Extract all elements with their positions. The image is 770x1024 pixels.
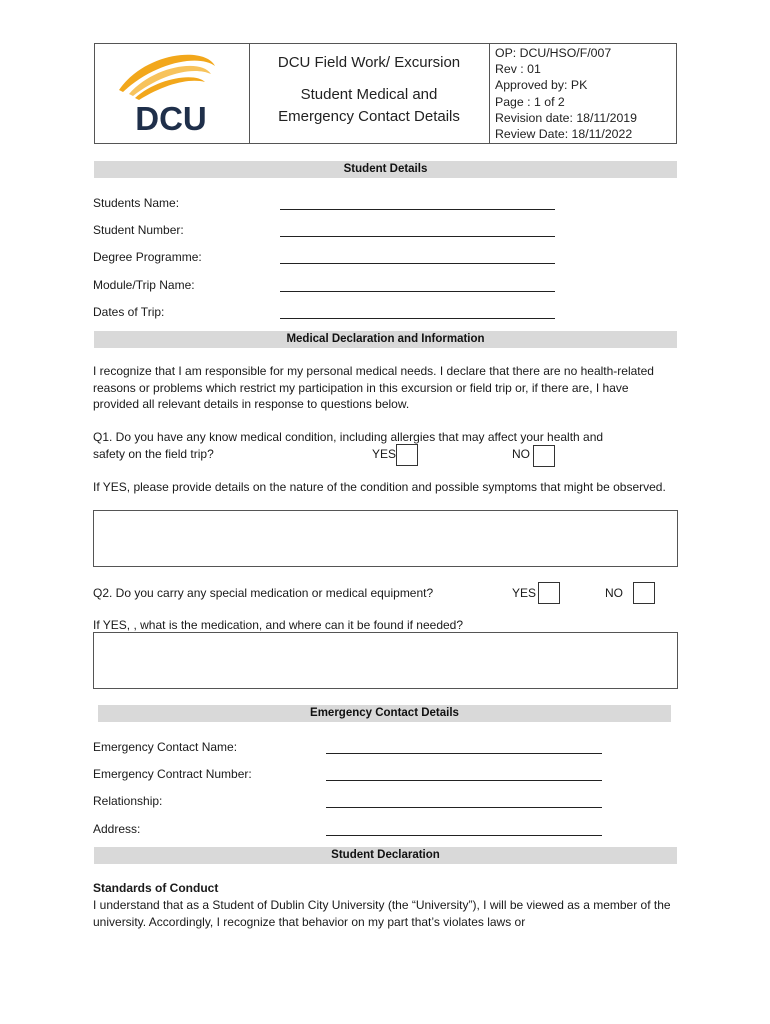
q2-followup-text: If YES, , what is the medication, and where can it be found if needed? bbox=[93, 618, 464, 632]
logo-text: DCU bbox=[135, 100, 207, 137]
students-name-field[interactable] bbox=[280, 209, 555, 210]
degree-programme-field[interactable] bbox=[280, 263, 555, 264]
q1-question-line1: Q1. Do you have any know medical condition, including allergies that may affect your health and bbox=[93, 430, 604, 444]
q2-no-checkbox[interactable] bbox=[633, 582, 655, 604]
medical-intro-text: I recognize that I am responsible for my personal medical needs. I declare that there are no health-related reasons or problems which restrict my participation in this excursion or field trip or, if there are, I have provided all relevant details in response to questions below. bbox=[93, 364, 654, 411]
meta-revision: Rev : 01 bbox=[495, 62, 541, 77]
students-name-label: Students Name: bbox=[93, 196, 180, 210]
dates-of-trip-field[interactable] bbox=[280, 318, 555, 319]
q1-yes-checkbox[interactable] bbox=[396, 444, 418, 466]
document-title-block bbox=[249, 44, 490, 143]
student-number-field[interactable] bbox=[280, 236, 555, 237]
q2-yes-label: YES bbox=[512, 586, 537, 600]
meta-review-date: Review Date: 18/11/2022 bbox=[495, 126, 633, 141]
q1-question-line2: safety on the field trip? bbox=[93, 447, 214, 461]
dcu-logo-graphic bbox=[95, 44, 249, 143]
q1-no-checkbox[interactable] bbox=[533, 445, 555, 467]
document-title-line3: Emergency Contact Details bbox=[278, 108, 460, 125]
module-trip-name-label: Module/Trip Name: bbox=[93, 278, 195, 292]
emergency-contact-name-label: Emergency Contact Name: bbox=[93, 740, 238, 754]
meta-revision-date: Revision date: 18/11/2019 bbox=[495, 110, 637, 125]
q1-no-label: NO bbox=[512, 447, 530, 461]
student-details-heading: Student Details bbox=[94, 161, 677, 178]
relationship-label: Relationship: bbox=[93, 794, 163, 808]
address-label: Address: bbox=[93, 822, 141, 836]
dates-of-trip-label: Dates of Trip: bbox=[93, 305, 165, 319]
q2-question: Q2. Do you carry any special medication or medical equipment? bbox=[93, 586, 434, 600]
relationship-field[interactable] bbox=[326, 807, 602, 808]
meta-approved-by: Approved by: PK bbox=[495, 78, 588, 93]
q2-yes-checkbox[interactable] bbox=[538, 582, 560, 604]
document-header bbox=[94, 43, 677, 144]
emergency-contact-number-field[interactable] bbox=[326, 780, 602, 781]
address-field[interactable] bbox=[326, 835, 602, 836]
meta-op-code: OP: DCU/HSO/F/007 bbox=[495, 46, 612, 60]
dcu-logo bbox=[95, 44, 250, 143]
meta-page: Page : 1 of 2 bbox=[495, 94, 565, 109]
student-declaration-heading: Student Declaration bbox=[94, 847, 677, 864]
q2-details-textarea[interactable] bbox=[93, 632, 678, 689]
standards-of-conduct-heading: Standards of Conduct bbox=[93, 881, 219, 895]
document-title-line2: Student Medical and bbox=[300, 86, 438, 103]
degree-programme-label: Degree Programme: bbox=[93, 250, 202, 264]
q1-details-textarea[interactable] bbox=[93, 510, 678, 567]
document-meta-block bbox=[489, 44, 677, 143]
q1-followup-text: If YES, please provide details on the nature of the condition and possible symptoms that might be observed. bbox=[93, 480, 666, 494]
module-trip-name-field[interactable] bbox=[280, 291, 555, 292]
emergency-contact-name-field[interactable] bbox=[326, 753, 602, 754]
emergency-contact-number-label: Emergency Contract Number: bbox=[93, 767, 252, 781]
document-title-line1: DCU Field Work/ Excursion bbox=[277, 54, 461, 71]
q1-yes-label: YES bbox=[372, 447, 397, 461]
medical-declaration-heading: Medical Declaration and Information bbox=[94, 331, 677, 348]
student-number-label: Student Number: bbox=[93, 223, 184, 237]
q2-no-label: NO bbox=[605, 586, 623, 600]
declaration-text: I understand that as a Student of Dublin City University (the “University”), I will be viewed as a member of the university. Accordingly, I recognize that behavior on my part that’s violates laws or bbox=[93, 898, 671, 929]
emergency-contact-heading: Emergency Contact Details bbox=[98, 705, 671, 722]
